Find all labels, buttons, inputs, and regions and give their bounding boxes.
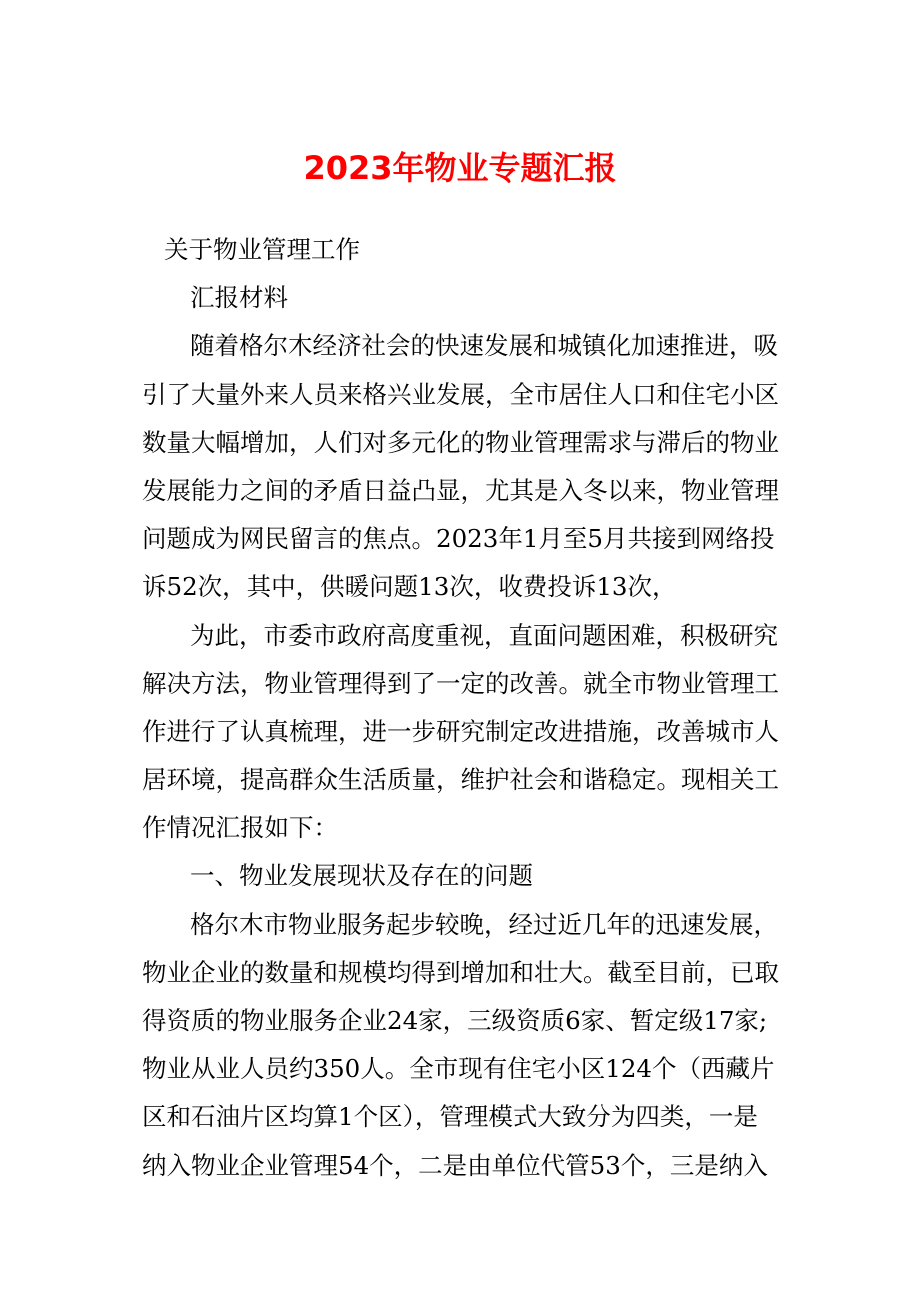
paragraph-line: 诉52次，其中，供暖问题13次，收费投诉13次， bbox=[142, 572, 677, 602]
paragraph-line: 作进行了认真梳理，进一步研究制定改进措施，改善城市人 bbox=[142, 716, 779, 746]
paragraph-line: 发展能力之间的矛盾日益凸显，尤其是入冬以来，物业管理 bbox=[142, 475, 779, 505]
section-heading: 一、物业发展现状及存在的问题 bbox=[190, 861, 533, 891]
paragraph-line: 区和石油片区均算1个区），管理模式大致分为四类，一是 bbox=[142, 1102, 758, 1132]
subtitle-line: 关于物业管理工作 bbox=[164, 235, 360, 264]
paragraph-line: 引了大量外来人员来格兴业发展，全市居住人口和住宅小区 bbox=[142, 379, 779, 409]
document-title: 2023年物业专题汇报 bbox=[303, 149, 617, 187]
paragraph-line: 物业从业人员约350人。全市现有住宅小区124个（西藏片 bbox=[142, 1054, 775, 1084]
paragraph-line: 数量大幅增加，人们对多元化的物业管理需求与滞后的物业 bbox=[142, 427, 779, 457]
paragraph-line: 得资质的物业服务企业24家，三级资质6家、暂定级17家; bbox=[142, 1006, 768, 1035]
paragraph-line: 格尔木市物业服务起步较晚，经过近几年的迅速发展， bbox=[190, 909, 778, 939]
subtitle-line: 汇报材料 bbox=[190, 283, 288, 313]
paragraph-line: 物业企业的数量和规模均得到增加和壮大。截至目前，已取 bbox=[142, 957, 779, 987]
paragraph-line: 为此，市委市政府高度重视，直面问题困难，积极研究 bbox=[190, 620, 778, 650]
paragraph-line: 解决方法，物业管理得到了一定的改善。就全市物业管理工 bbox=[142, 668, 779, 698]
paragraph-line: 纳入物业企业管理54个，二是由单位代管53个，三是纳入 bbox=[142, 1150, 768, 1180]
paragraph-line: 问题成为网民留言的焦点。2023年1月至5月共接到网络投 bbox=[142, 524, 775, 554]
paragraph-line: 作情况汇报如下： bbox=[142, 813, 338, 843]
paragraph-line: 居环境，提高群众生活质量，维护社会和谐稳定。现相关工 bbox=[142, 765, 779, 795]
paragraph-line: 随着格尔木经济社会的快速发展和城镇化加速推进，吸 bbox=[190, 331, 778, 361]
document-body bbox=[142, 226, 790, 1190]
